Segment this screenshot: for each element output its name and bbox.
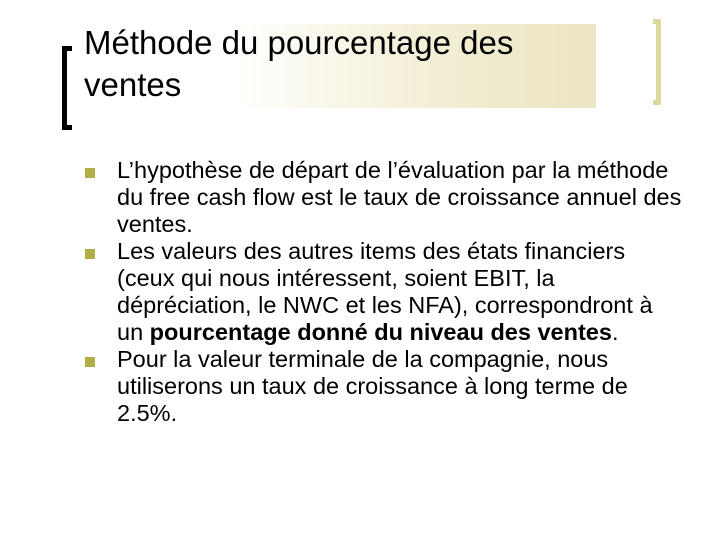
square-bullet-icon: [85, 168, 95, 178]
bullet-item-3: [83, 346, 683, 427]
title-right-bracket: [653, 19, 661, 105]
bullet-bold-text: pourcentage donné du niveau des ventes: [149, 319, 612, 345]
slide-title-line-2: ventes: [84, 66, 182, 103]
bullet-text: Pour la valeur terminale de la compagnie, nous utiliserons un taux de croissance à long terme de 2.5%.: [117, 346, 628, 426]
bullet-text: L’hypothèse de départ de l’évaluation par la méthode du free cash flow est le taux de croissance annuel des ventes.: [117, 157, 682, 237]
bullet-item-2: [83, 238, 683, 346]
slide-title-line-1: Méthode du pourcentage des: [84, 24, 514, 61]
slide-title: [84, 22, 644, 106]
square-bullet-icon: [85, 357, 95, 367]
bullet-item-1: [83, 157, 683, 238]
title-left-bracket: [62, 46, 72, 130]
bullet-text: Les valeurs des autres items des états financiers (ceux qui nous intéressent, soient EBIT, la dépréciation, le NWC et les NFA), correspondront à un: [117, 238, 653, 345]
bullet-text-end: .: [611, 319, 619, 345]
square-bullet-icon: [85, 249, 95, 259]
bullet-list: [83, 157, 683, 427]
